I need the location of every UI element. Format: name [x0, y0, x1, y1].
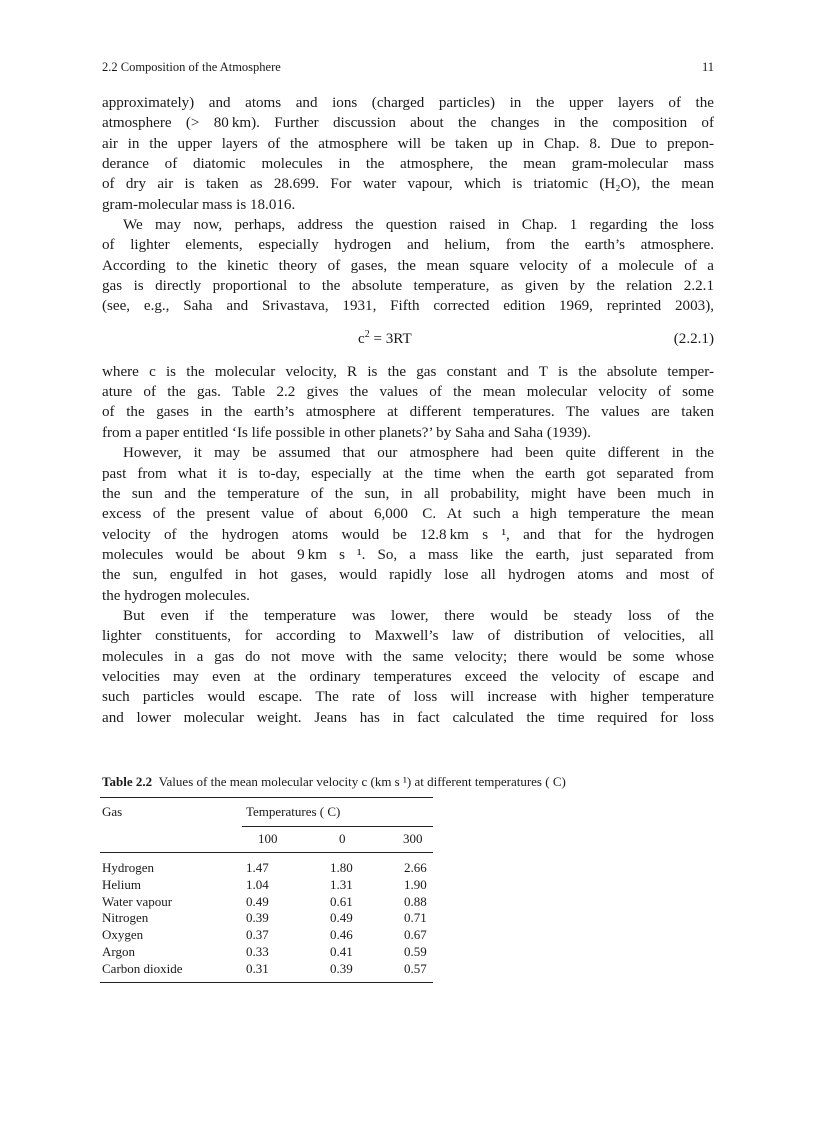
table-cell-value: 0.59: [404, 944, 427, 959]
text-line: lighter constituents, for according to Maxwell’s law of distribution of velocities, all: [102, 628, 714, 645]
equation-base: c: [358, 330, 365, 347]
table-header-temperatures: Temperatures ( C): [246, 804, 341, 819]
table-cell-value: 1.31: [330, 876, 353, 892]
table-cell-value: 0.39: [246, 910, 269, 926]
table-cell-gas: Argon: [102, 944, 135, 959]
text-line: molecules in a gas do not move with the same velocity; there would be some whose: [102, 648, 714, 665]
text-line: excess of the present value of about 6,000 C. At such a high temperature the mean: [102, 506, 714, 523]
text-line: past from what it is to-day, especially at the time when the earth got separated from: [102, 465, 714, 482]
table-cell-value: 1.47: [246, 860, 269, 875]
text-line: gram-molecular mass is 18.016.: [102, 196, 296, 213]
text-line: such particles would escape. The rate of loss will increase with higher temperature: [102, 689, 714, 706]
text-line: According to the kinetic theory of gases, the mean square velocity of a molecule of a: [102, 257, 714, 274]
table-cell-value: 0.61: [330, 893, 353, 909]
table-cell-value: 1.80: [330, 860, 353, 875]
table-cell-gas: Water vapour: [102, 893, 173, 909]
text-line: velocity of the hydrogen atoms would be 12.8 km s ¹, and that for the hydrogen: [102, 526, 714, 543]
table-column-100: 100: [258, 831, 278, 846]
table-cell-gas: Carbon dioxide: [102, 960, 183, 976]
table-cell-gas: Hydrogen: [102, 860, 154, 875]
text-line: But even if the temperature was lower, there would be steady loss of the: [123, 607, 714, 624]
text-line: However, it may be assumed that our atmosphere had been quite different in the: [123, 445, 714, 462]
table-cell-value: 0.71: [404, 910, 427, 926]
table-cell-gas: Helium: [102, 876, 141, 892]
paragraph-1: [102, 93, 714, 215]
text-line: gas is directly proportional to the absolute temperature, as given by the relation 2.2.1: [102, 278, 714, 295]
text-line: of lighter elements, especially hydrogen and helium, from the earth’s atmosphere.: [102, 237, 714, 254]
table-cell-value: 0.31: [246, 960, 269, 976]
text-line: ature of the gas. Table 2.2 gives the values of the mean molecular velocity of some: [102, 384, 714, 401]
table-cell-value: 1.04: [246, 876, 269, 892]
paragraph-5: [102, 606, 714, 728]
table-bottom-rule: [100, 982, 433, 983]
equation-number: (2.2.1): [673, 330, 714, 347]
table-caption-text: Values of the mean molecular velocity c (km s ¹) at different temperatures ( C): [158, 774, 566, 789]
equation-exponent: 2: [364, 328, 370, 340]
table-cell-gas: Nitrogen: [102, 910, 149, 926]
paragraph-4: [102, 443, 714, 606]
table-cell-value: 1.90: [404, 876, 427, 892]
table-cell-value: 2.66: [404, 860, 427, 875]
section-title: 2.2 Composition of the Atmosphere: [102, 60, 281, 74]
table-cell-value: 0.49: [246, 893, 269, 909]
text-line: velocities may even at the ordinary temperatures exceed the velocity of escape and: [102, 668, 714, 685]
table-label: Table 2.2: [102, 774, 153, 789]
text-line: where c is the molecular velocity, R is the gas constant and T is the absolute temper-: [102, 363, 714, 380]
text-line: derance of diatomic molecules in the atmosphere, the mean gram-molecular mass: [102, 156, 714, 173]
table-cell-value: 0.57: [404, 960, 427, 976]
text-line: of the gases in the earth’s atmosphere at different temperatures. The values are taken: [102, 404, 714, 421]
table-column-0: 0: [339, 831, 346, 846]
text-line: of dry air is taken as 28.699. For water vapour, which is triatomic (H₂O), the mean: [102, 176, 714, 193]
text-line: the sun, engulfed in hot gases, would rapidly lose all hydrogen atoms and most of: [102, 567, 714, 584]
page-number: 11: [701, 60, 714, 74]
running-head: [102, 60, 714, 76]
table-cell-value: 0.46: [330, 927, 353, 943]
body-text: [102, 93, 714, 728]
table-caption: [102, 774, 722, 790]
text-line: from a paper entitled ‘Is life possible in other planets?’ by Saha and Saha (1939).: [102, 424, 591, 441]
text-line: (see, e.g., Saha and Srivastava, 1931, Fifth corrected edition 1969, reprinted 2003),: [102, 298, 714, 315]
table-header-gas: Gas: [102, 804, 123, 819]
paragraph-3: [102, 362, 714, 443]
table-cell-value: 0.33: [246, 944, 269, 959]
table-cell-gas: Oxygen: [102, 927, 144, 943]
equation-expression: [358, 329, 412, 349]
table-header-rule: [100, 852, 433, 853]
equation-2-2-1: [102, 329, 714, 349]
table-group-rule: [242, 826, 433, 827]
table-cell-value: 0.49: [330, 910, 353, 926]
table-column-300: 300: [403, 831, 423, 846]
text-line: the hydrogen molecules.: [102, 587, 250, 604]
table-cell-value: 0.67: [404, 927, 427, 943]
paragraph-2: [102, 215, 714, 317]
text-line: We may now, perhaps, address the question raised in Chap. 1 regarding the loss: [123, 217, 714, 234]
table-cell-value: 0.37: [246, 927, 269, 943]
table-cell-value: 0.39: [330, 960, 353, 976]
table-cell-value: 0.88: [404, 893, 427, 909]
table-cell-value: 0.41: [330, 944, 353, 959]
text-line: atmosphere (> 80 km). Further discussion about the changes in the composition of: [102, 115, 714, 132]
text-line: molecules would be about 9 km s ¹. So, a mass like the earth, just separated from: [102, 546, 714, 563]
equation-rhs: = 3RT: [369, 330, 412, 347]
table-top-rule: [100, 797, 433, 798]
text-line: air in the upper layers of the atmosphere will be taken up in Chap. 8. Due to prepon-: [102, 135, 714, 152]
text-line: the sun and the temperature of the sun, in all probability, might have been much in: [102, 485, 714, 502]
text-line: approximately) and atoms and ions (charged particles) in the upper layers of the: [102, 95, 714, 111]
text-line: and lower molecular weight. Jeans has in fact calculated the time required for loss: [102, 709, 714, 726]
